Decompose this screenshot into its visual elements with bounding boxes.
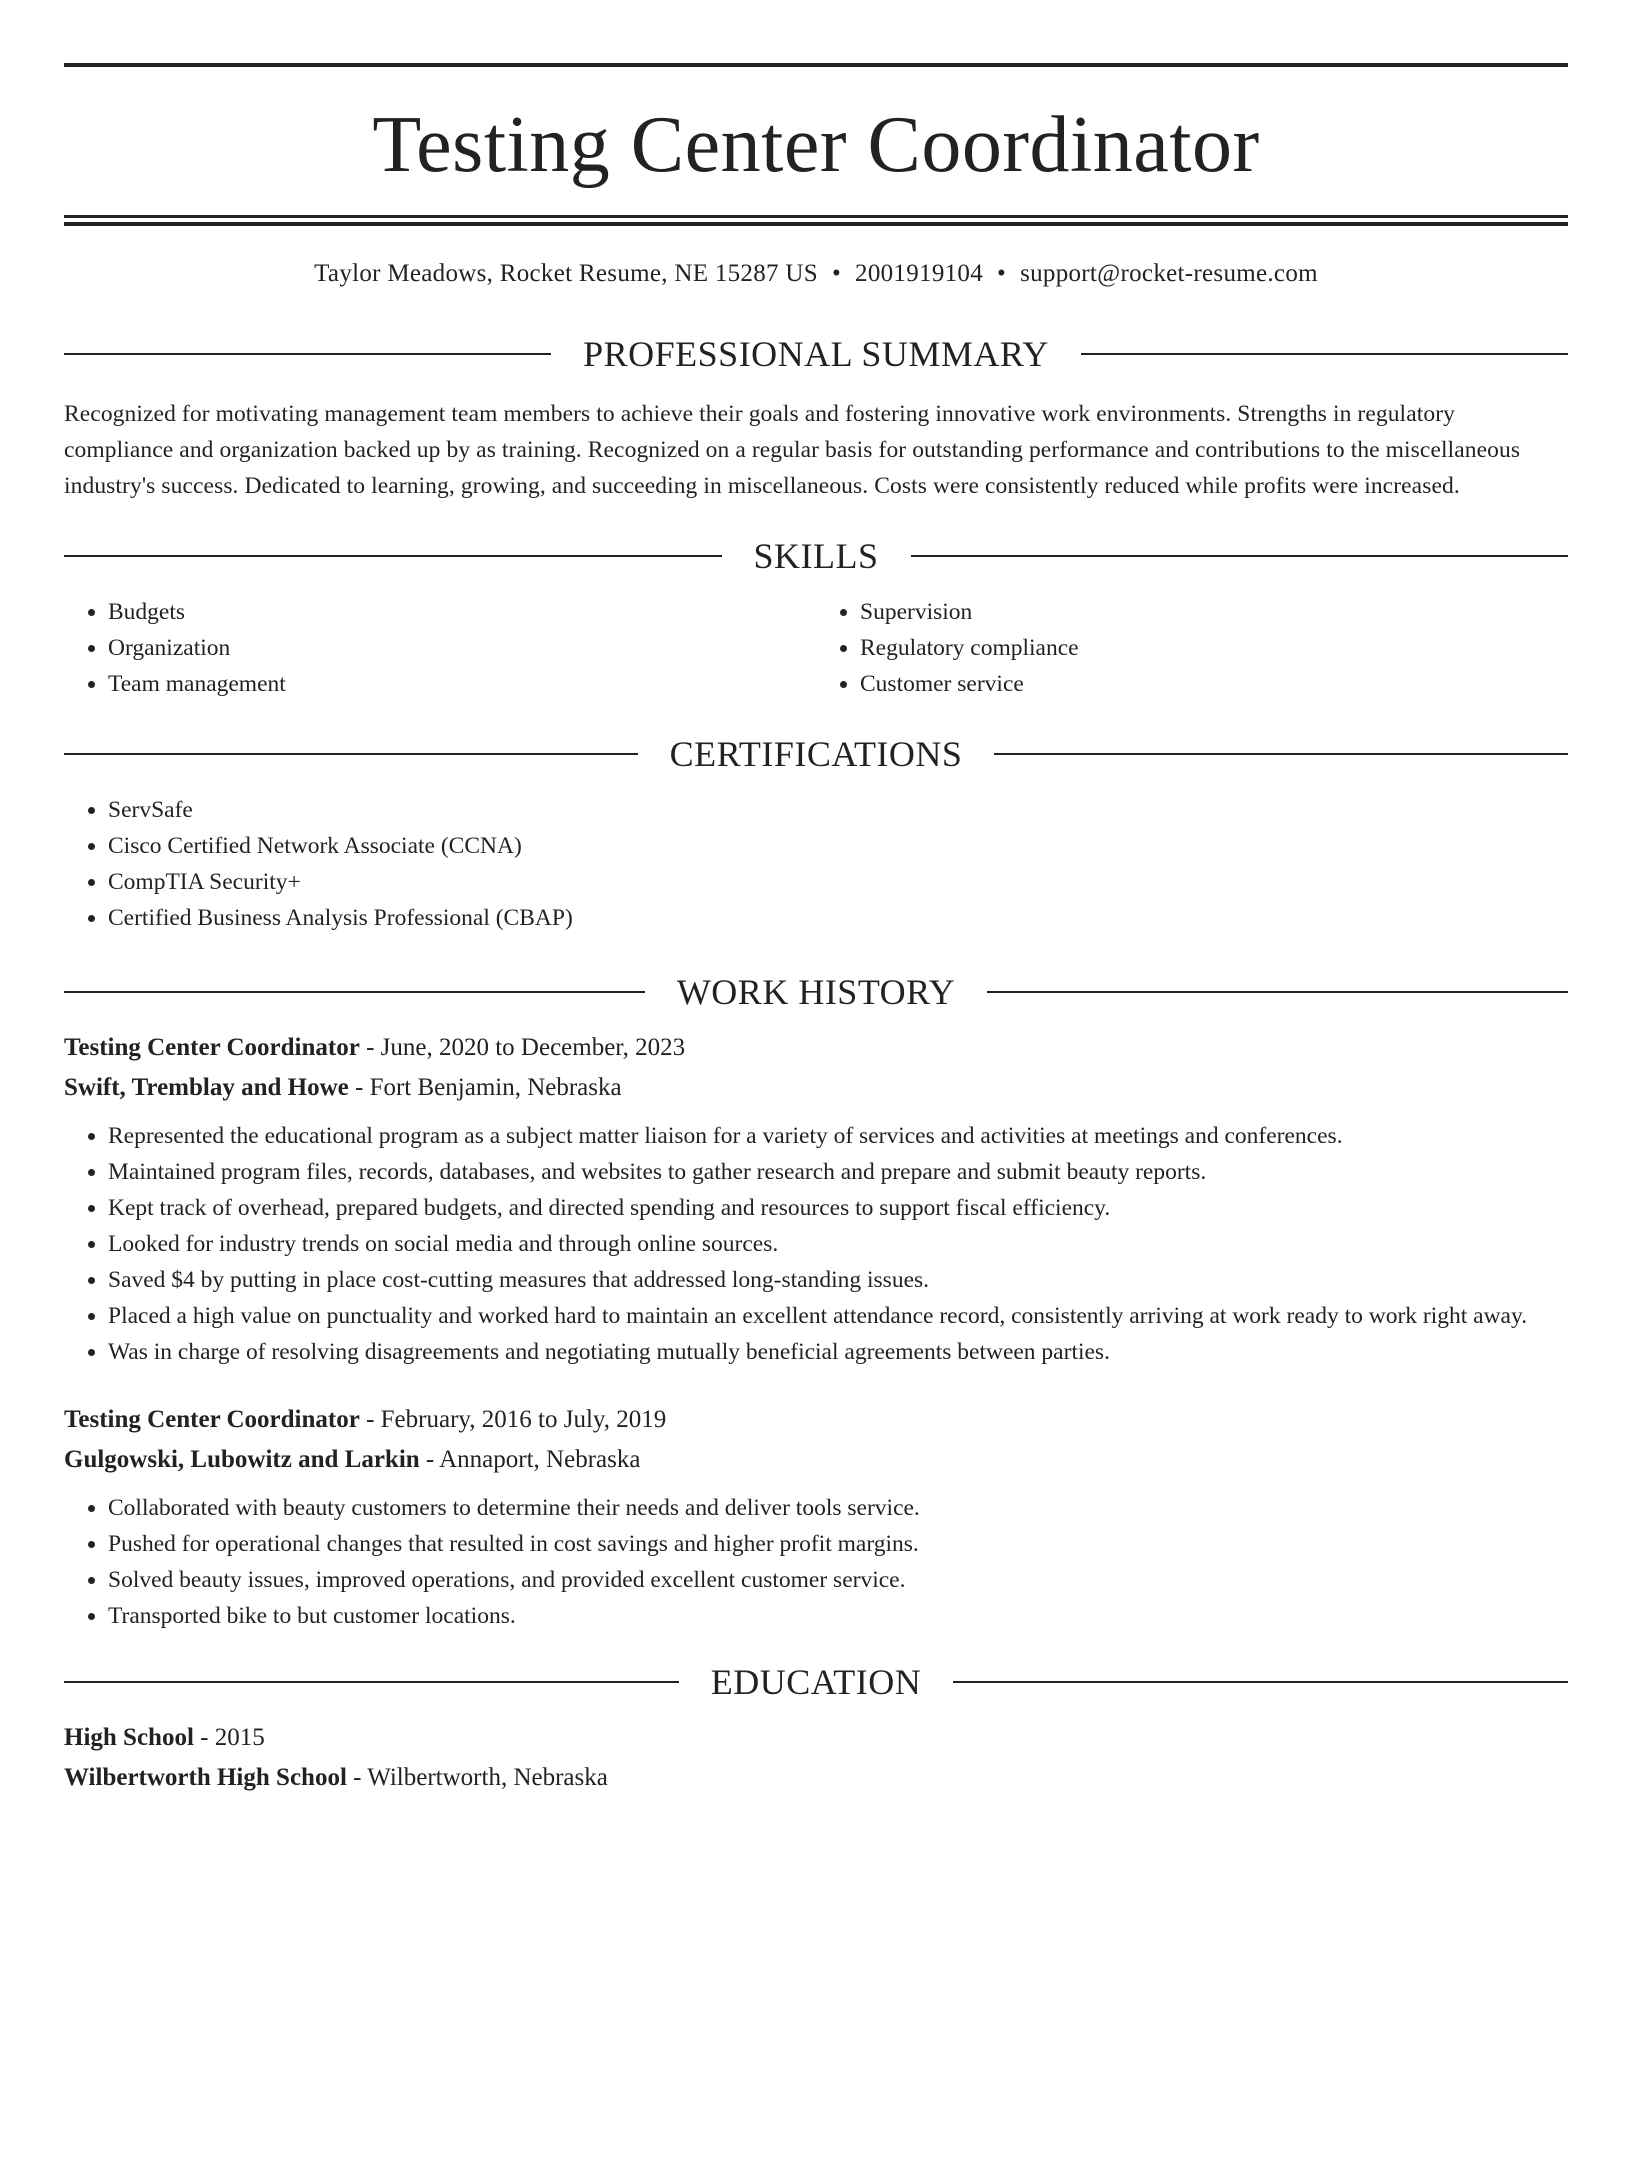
work-history-section-header	[64, 974, 1568, 1010]
top-divider	[64, 63, 1568, 67]
job-bullet: • Maintained program files, records, databases, and websites to gather research and prepare and submit beauty reports.	[108, 1154, 1568, 1190]
work-history-heading: WORK HISTORY	[676, 972, 956, 1012]
education-school-line	[64, 1758, 1568, 1798]
resume-title: Testing Center Coordinator	[372, 101, 1260, 189]
certification-item: • CompTIA Security+	[108, 864, 1568, 900]
contact-line	[64, 260, 1568, 288]
job-bullet: • Solved beauty issues, improved operations, and provided excellent customer service.	[108, 1562, 1568, 1598]
certifications-section-header	[64, 736, 1568, 772]
job-company: Gulgowski, Lubowitz and Larkin	[64, 1446, 420, 1473]
skills-column-left	[64, 594, 816, 702]
header-double-divider	[64, 215, 1568, 226]
job-bullets	[64, 1118, 1568, 1370]
contact-phone: 2001919104	[855, 260, 984, 287]
skills-heading: SKILLS	[753, 536, 879, 576]
job-company-line	[64, 1068, 1568, 1108]
job-entry	[64, 1028, 1568, 1370]
section-rule-left	[64, 991, 645, 993]
section-rule-left	[64, 353, 551, 355]
job-bullet: • Pushed for operational changes that resulted in cost savings and higher profit margins.	[108, 1526, 1568, 1562]
section-rule-left	[64, 1681, 679, 1683]
skill-item: • Budgets	[108, 594, 816, 630]
job-bullets	[64, 1490, 1568, 1634]
section-rule-right	[1081, 353, 1568, 355]
job-bullet: • Kept track of overhead, prepared budgets, and directed spending and resources to support fiscal efficiency.	[108, 1190, 1568, 1226]
section-rule-left	[64, 753, 638, 755]
skill-item: • Organization	[108, 630, 816, 666]
skill-item: • Regulatory compliance	[860, 630, 1568, 666]
contact-address: Taylor Meadows, Rocket Resume, NE 15287 US	[314, 260, 818, 287]
summary-heading: PROFESSIONAL SUMMARY	[583, 334, 1049, 374]
certification-item: • Cisco Certified Network Associate (CCNA)	[108, 828, 1568, 864]
resume-page	[0, 63, 1632, 2175]
job-title-line	[64, 1028, 1568, 1068]
section-rule-right	[911, 555, 1569, 557]
section-rule-right	[994, 753, 1568, 755]
skill-item: • Supervision	[860, 594, 1568, 630]
education-school: Wilbertworth High School	[64, 1764, 347, 1791]
skill-item: • Team management	[108, 666, 816, 702]
job-bullet: • Collaborated with beauty customers to determine their needs and deliver tools service.	[108, 1490, 1568, 1526]
skills-section-header	[64, 538, 1568, 574]
job-entry	[64, 1400, 1568, 1634]
education-degree-line	[64, 1718, 1568, 1758]
contact-email[interactable]: support@rocket-resume.com	[1020, 260, 1318, 287]
education-heading: EDUCATION	[710, 1662, 922, 1702]
job-bullet: • Was in charge of resolving disagreements and negotiating mutually beneficial agreements between parties.	[108, 1334, 1568, 1370]
job-title-line	[64, 1400, 1568, 1440]
job-dates: - June, 2020 to December, 2023	[359, 1034, 686, 1061]
education-entry	[64, 1718, 1568, 1798]
certification-item: • ServSafe	[108, 792, 1568, 828]
job-bullet: • Represented the educational program as a subject matter liaison for a variety of services and activities at meetings and conferences.	[108, 1118, 1568, 1154]
education-location: - Wilbertworth, Nebraska	[346, 1764, 608, 1791]
job-company: Swift, Tremblay and Howe	[64, 1074, 349, 1101]
bullet-separator: •	[831, 260, 842, 287]
job-location: - Annaport, Nebraska	[419, 1446, 641, 1473]
job-bullet: • Transported bike to but customer locations.	[108, 1598, 1568, 1634]
education-year: - 2015	[193, 1724, 265, 1751]
section-rule-right	[953, 1681, 1568, 1683]
certification-item: • Certified Business Analysis Professional (CBAP)	[108, 900, 1568, 936]
job-bullet: • Saved $4 by putting in place cost-cutting measures that addressed long-standing issues.	[108, 1262, 1568, 1298]
education-section-header	[64, 1664, 1568, 1700]
job-role: Testing Center Coordinator	[64, 1406, 360, 1433]
job-role: Testing Center Coordinator	[64, 1034, 360, 1061]
summary-text: Recognized for motivating management team members to achieve their goals and fostering innovative work environments. Strengths in regulatory compliance and organization backed up by as training. Recognized on a regular basis for outstanding performance and contributions to the miscellaneous industry's success. Dedicated to learning, growing, and succeeding in miscellaneous. Costs were consistently reduced while profits were increased.	[64, 401, 1521, 499]
section-rule-left	[64, 555, 722, 557]
job-bullet: • Placed a high value on punctuality and worked hard to maintain an excellent attendance record, consistently arriving at work ready to work right away.	[108, 1298, 1568, 1334]
education-degree: High School	[64, 1724, 194, 1751]
section-rule-right	[987, 991, 1568, 993]
job-company-line	[64, 1440, 1568, 1480]
bullet-separator: •	[997, 260, 1007, 287]
certifications-list	[64, 792, 1568, 936]
skill-item: • Customer service	[860, 666, 1568, 702]
skills-list	[64, 594, 1568, 702]
skills-column-right	[816, 594, 1568, 702]
job-dates: - February, 2016 to July, 2019	[359, 1406, 667, 1433]
job-location: - Fort Benjamin, Nebraska	[348, 1074, 622, 1101]
certifications-heading: CERTIFICATIONS	[669, 734, 963, 774]
summary-section-header	[64, 336, 1568, 372]
job-bullet: • Looked for industry trends on social media and through online sources.	[108, 1226, 1568, 1262]
